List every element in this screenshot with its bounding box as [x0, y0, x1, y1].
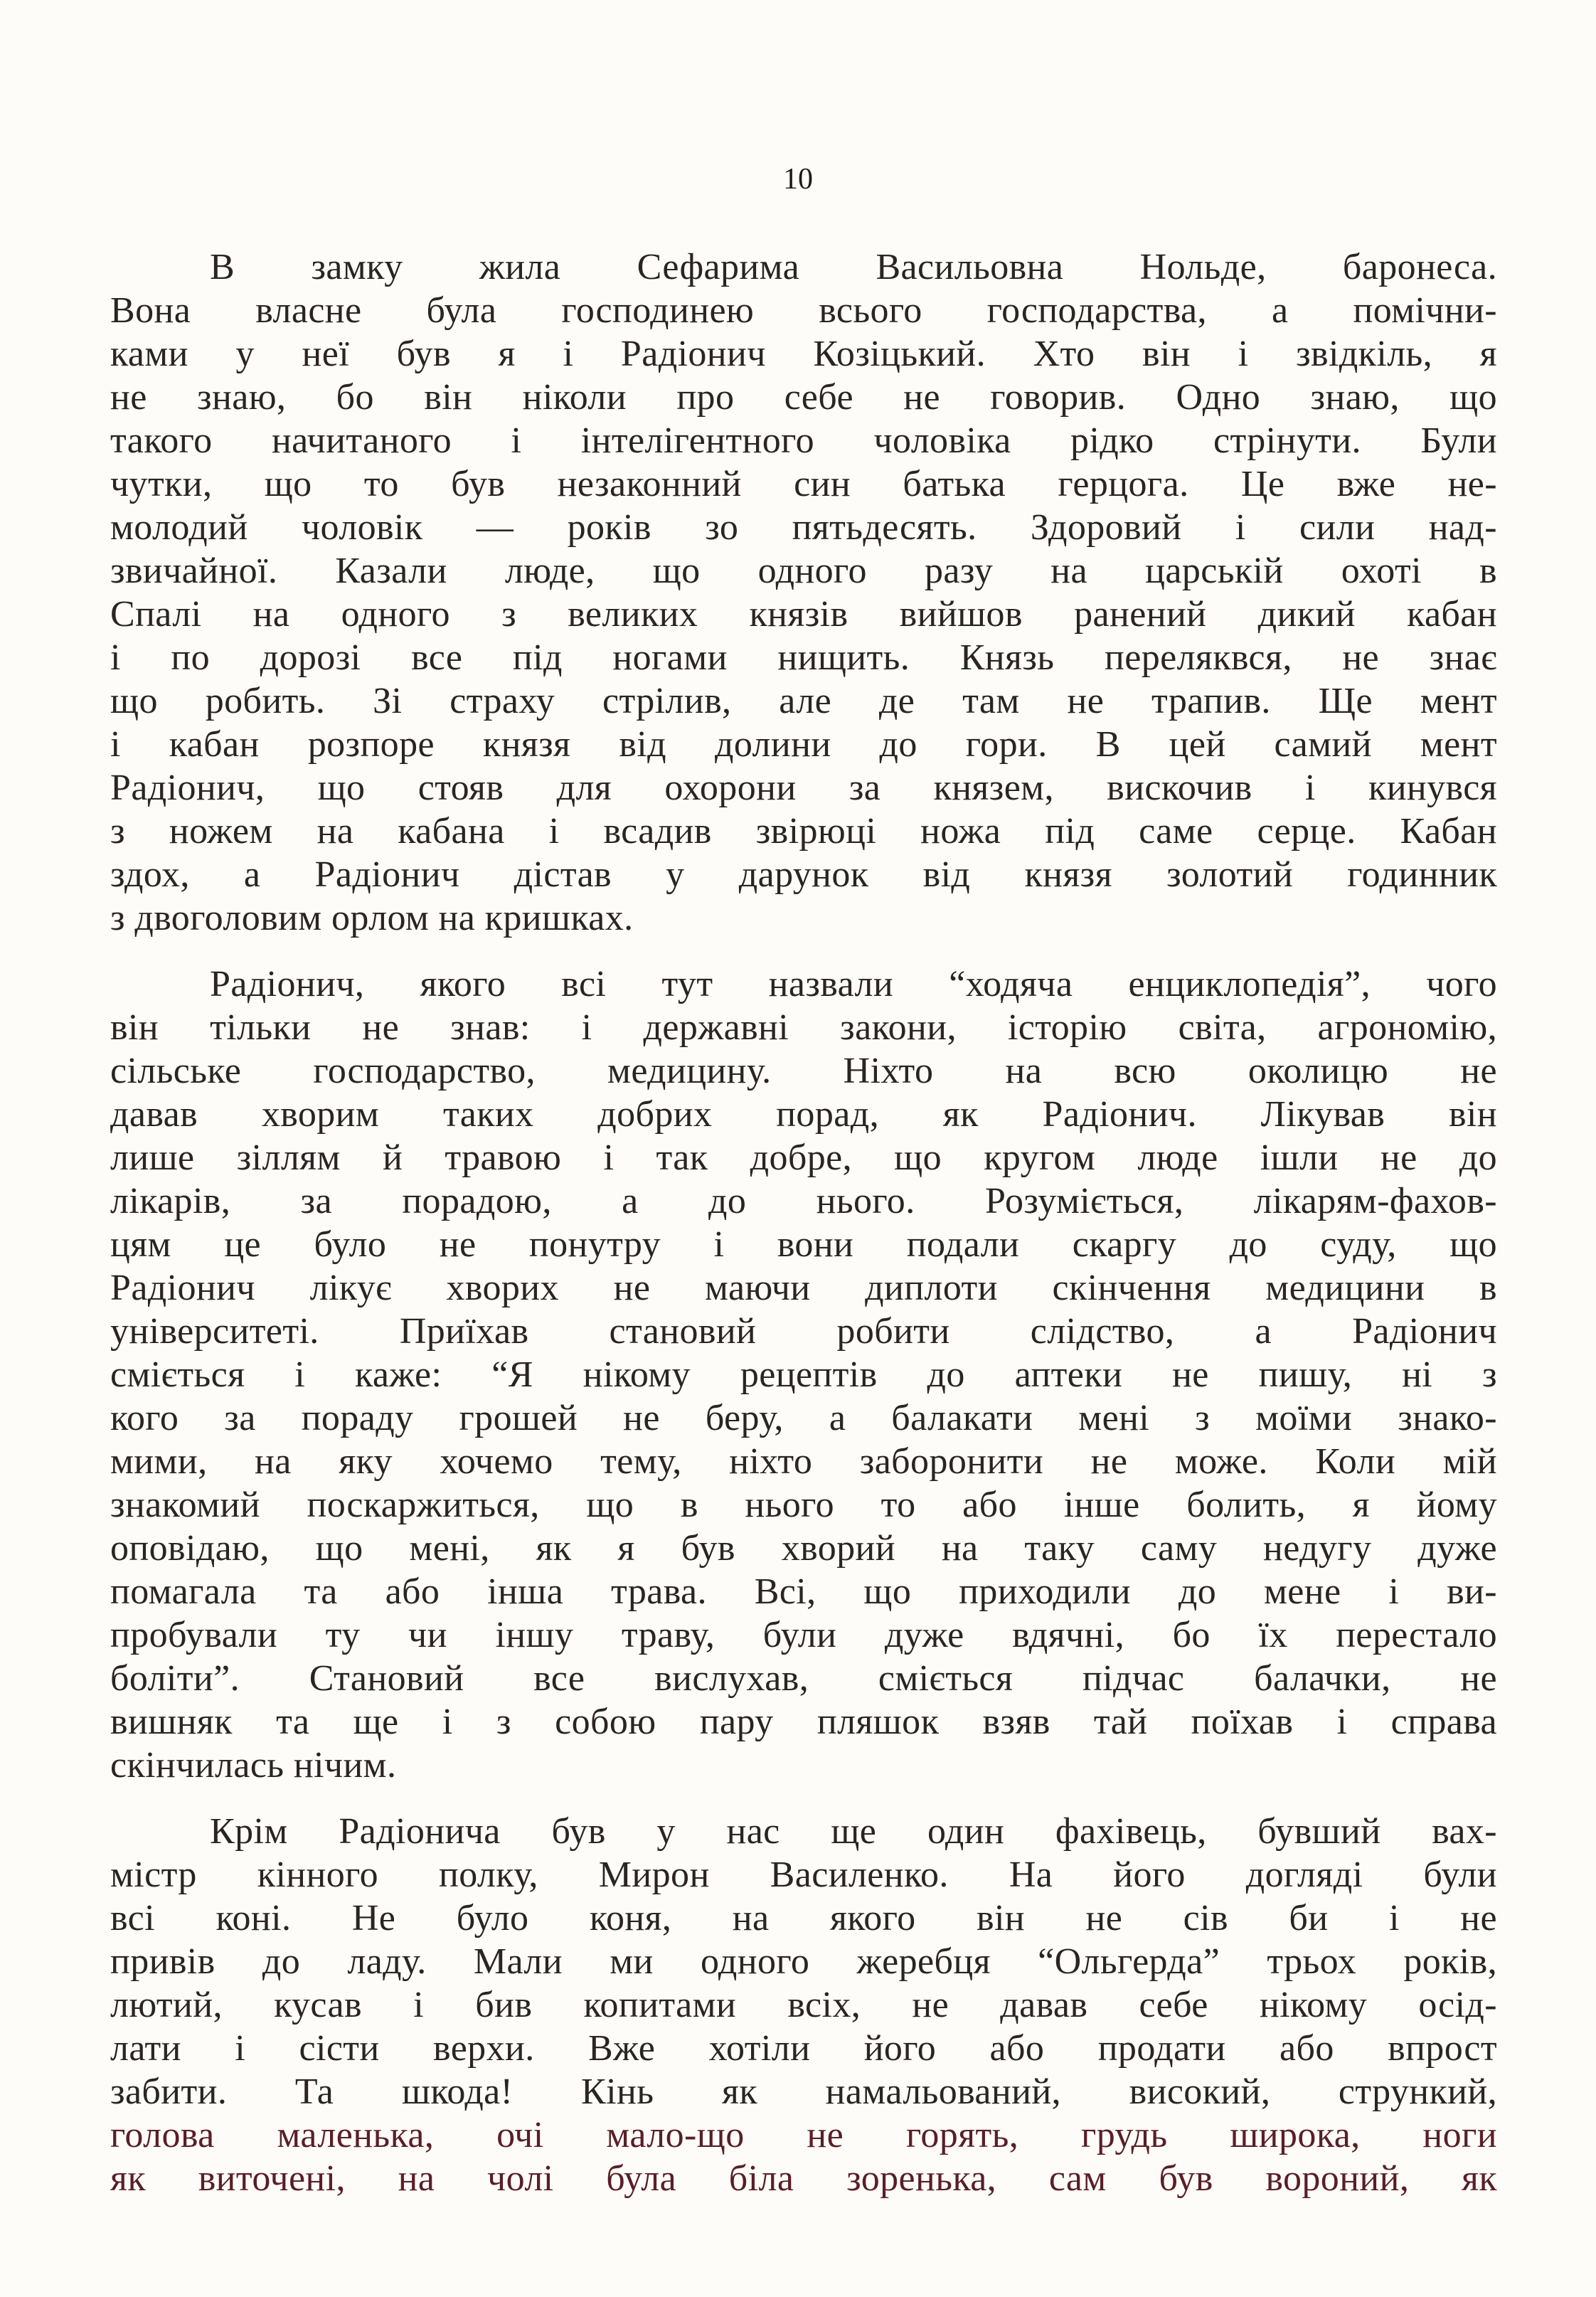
- text-line: Спалі на одного з великих князів вийшов ранений дикий кабан: [110, 594, 1497, 635]
- text-line: оповідаю, що мені, як я був хворий на таку саму недугу дуже: [110, 1528, 1497, 1569]
- text-line: голова маленька, очі мало-що не горять, грудь широка, ноги: [110, 2115, 1497, 2155]
- text-line: привів до ладу. Мали ми одного жеребця “Ольгерда” трьох років,: [110, 1941, 1497, 1982]
- paragraph-gap: [110, 940, 1497, 962]
- text-line: і кабан розпоре князя від долини до гори. В цей самий мент: [110, 724, 1497, 765]
- paragraph-3: [110, 1810, 1497, 2200]
- text-line: містр кінного полку, Мирон Василенко. На його догляді були: [110, 1855, 1497, 1895]
- text-line: лише зіллям й травою і так добре, що кругом люде ішли не до: [110, 1137, 1497, 1178]
- text-line: сільське господарство, медицину. Ніхто на всю околицю не: [110, 1051, 1497, 1091]
- paragraph-gap: [110, 1787, 1497, 1810]
- text-line: знакомий поскаржиться, що в нього то або інше болить, я йому: [110, 1485, 1497, 1525]
- text-line: Радіонич лікує хворих не маючи диплоти скінчення медицини в: [110, 1268, 1497, 1308]
- text-line: і по дорозі все під ногами нищить. Князь переляквся, не знає: [110, 637, 1497, 678]
- paragraph-2: [110, 962, 1497, 1787]
- text-line: мими, на яку хочемо тему, ніхто заборонити не може. Коли мій: [110, 1441, 1497, 1482]
- text-line: вишняк та ще і з собою пару пляшок взяв тай поїхав і справа: [110, 1702, 1497, 1742]
- text-line: університеті. Приїхав становий робити слідство, а Радіонич: [110, 1311, 1497, 1352]
- text-line: боліти”. Становий все вислухав, сміється підчас балачки, не: [110, 1658, 1497, 1699]
- paragraph-1: [110, 245, 1497, 940]
- text-line: Вона власне була господинею всього господарства, а помічни-: [110, 290, 1497, 331]
- text-line: як виточені, на чолі була біла зоренька, сам був вороний, як: [110, 2158, 1497, 2199]
- page-number: 10: [783, 163, 813, 196]
- text-line: він тільки не знав: і державні закони, історію світа, агрономію,: [110, 1007, 1497, 1048]
- text-line: кого за пораду грошей не беру, а балакати мені з моїми знако-: [110, 1398, 1497, 1438]
- text-line: з двоголовим орлом на кришках.: [110, 898, 634, 938]
- text-line: лікарів, за порадою, а до нього. Розуміється, лікарям-фахов-: [110, 1181, 1497, 1221]
- text-line: В замку жила Сефарима Васильовна Нольде, баронеса.: [210, 247, 1497, 287]
- text-line: сміється і каже: “Я нікому рецептів до аптеки не пишу, ні з: [110, 1354, 1497, 1395]
- text-line: лати і сісти верхи. Вже хотіли його або продати або впрост: [110, 2028, 1497, 2069]
- text-line: що робить. Зі страху стрілив, але де там не трапив. Ще мент: [110, 681, 1497, 721]
- text-line: всі коні. Не було коня, на якого він не сів би і не: [110, 1898, 1497, 1938]
- text-line: чутки, що то був незаконний син батька герцога. Це вже не-: [110, 464, 1497, 504]
- text-line: помагала та або інша трава. Всі, що приходили до мене і ви-: [110, 1571, 1497, 1612]
- text-line: ками у неї був я і Радіонич Козіцький. Хто він і звідкіль, я: [110, 334, 1497, 374]
- body-text: [110, 245, 1497, 2200]
- text-line: цям це було не понутру і вони подали скаргу до суду, що: [110, 1224, 1497, 1265]
- text-line: з ножем на кабана і всадив звірюці ножа під саме серце. Кабан: [110, 811, 1497, 852]
- text-line: Радіонич, що стояв для охорони за князем, вискочив і кинувся: [110, 768, 1497, 808]
- text-line: звичайної. Казали люде, що одного разу на царській охоті в: [110, 551, 1497, 591]
- text-line: такого начитаного і інтелігентного чоловіка рідко стрінути. Були: [110, 420, 1497, 461]
- text-line: лютий, кусав і бив копитами всіх, не давав себе нікому осід-: [110, 1985, 1497, 2025]
- text-line: забити. Та шкода! Кінь як намальований, високий, стрункий,: [110, 2071, 1497, 2112]
- text-line: Крім Радіонича був у нас ще один фахівець, бувший вах-: [210, 1811, 1497, 1852]
- text-line: давав хворим таких добрих порад, як Радіонич. Лікував він: [110, 1094, 1497, 1135]
- text-line: скінчилась нічим.: [110, 1745, 397, 1786]
- text-line: молодий чоловік — років зо пятьдесять. Здоровий і сили над-: [110, 507, 1497, 548]
- text-line: Радіонич, якого всі тут назвали “ходяча енциклопедія”, чого: [210, 964, 1497, 1004]
- text-line: здох, а Радіонич дістав у дарунок від князя золотий годинник: [110, 854, 1497, 895]
- text-line: не знаю, бо він ніколи про себе не говорив. Одно знаю, що: [110, 377, 1497, 418]
- text-line: пробували ту чи іншу траву, були дуже вдячні, бо їх перестало: [110, 1615, 1497, 1655]
